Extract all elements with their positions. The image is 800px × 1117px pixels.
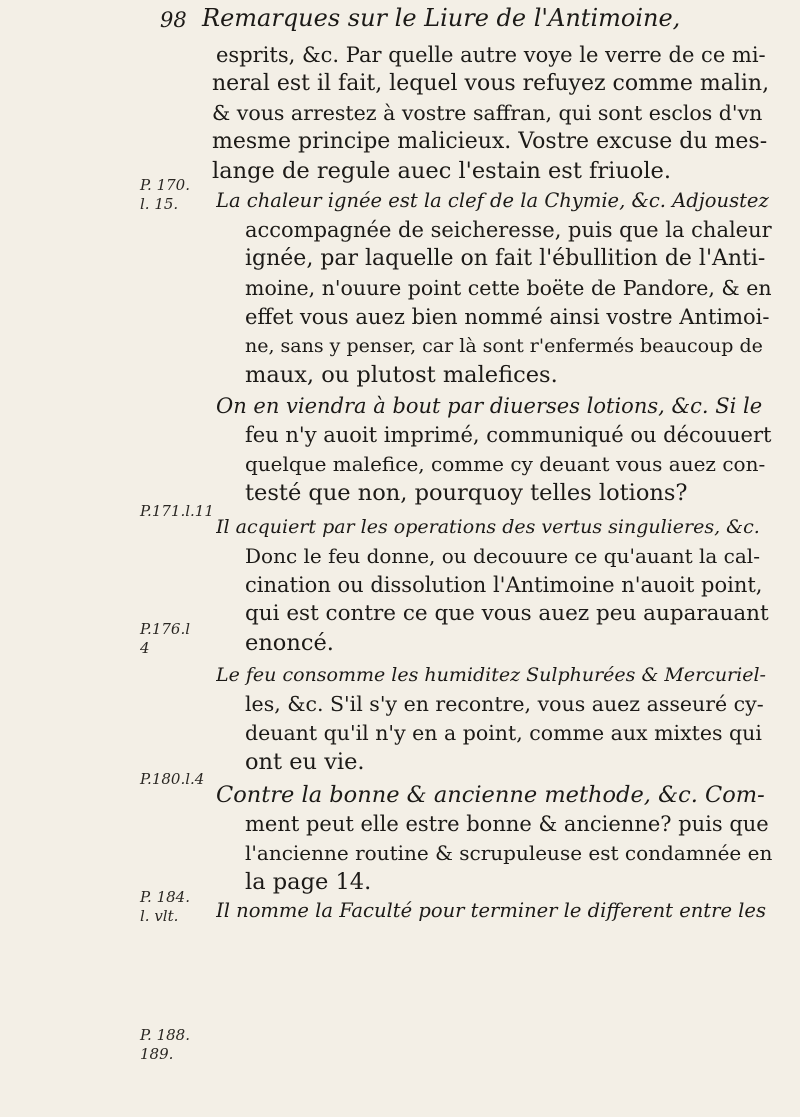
text-line: qui est contre ce que vous auez peu auparauant [245, 601, 769, 626]
text-line: Le feu consomme les humiditez Sulphurées & Mercuriel- [216, 664, 766, 686]
text-line: lange de regule auec l'estain est friuole. [212, 158, 672, 184]
margin-note: P.176.l 4 [140, 620, 191, 657]
margin-note: P. 184. l. vlt. [140, 888, 190, 925]
text-line: On en viendra à bout par diuerses lotions, &c. Si le [216, 394, 763, 418]
text-line: maux, ou plutost malefices. [245, 362, 558, 388]
text-line: cination ou dissolution l'Antimoine n'auoit point, [245, 573, 763, 597]
text-line: les, &c. S'il s'y en recontre, vous auez asseuré cy- [245, 692, 764, 716]
text-line: mesme principe malicieux. Vostre excuse du mes- [212, 129, 768, 154]
text-line: accompagnée de seicheresse, puis que la chaleur [245, 218, 772, 242]
text-line: testé que non, pourquoy telles lotions? [245, 480, 688, 506]
text-line: enoncé. [245, 630, 334, 656]
text-line: Il nomme la Faculté pour terminer le different entre les [216, 899, 766, 922]
margin-note: P. 170. l. 15. [140, 176, 190, 213]
text-line: ignée, par laquelle on fait l'ébullition de l'Anti- [245, 246, 766, 271]
text-line: effet vous auez bien nommé ainsi vostre Antimoi- [245, 305, 770, 329]
text-line: Donc le feu donne, ou decouure ce qu'auant la cal- [245, 544, 760, 568]
text-line: quelque malefice, comme cy deuant vous auez con- [245, 452, 766, 476]
text-line: Contre la bonne & ancienne methode, &c. Com- [216, 782, 765, 808]
text-line: neral est il fait, lequel vous refuyez comme malin, [212, 71, 770, 96]
text-line: ment peut elle estre bonne & ancienne? puis que [245, 812, 769, 836]
text-line: deuant qu'il n'y en a point, comme aux mixtes qui [245, 721, 762, 745]
margin-note: P.180.l.4 [140, 770, 205, 788]
text-line: La chaleur ignée est la clef de la Chymie, &c. Adjoustez [216, 189, 769, 212]
running-title: Remarques sur le Liure de l'Antimoine, [202, 4, 681, 32]
margin-note: P. 188. 189. [140, 1026, 190, 1063]
text-line: feu n'y auoit imprimé, communiqué ou découuert [245, 423, 772, 447]
text-line: l'ancienne routine & scrupuleuse est condamnée en [245, 841, 772, 865]
margin-note: P.171.l.11 [140, 502, 214, 520]
page-number: 98 [160, 8, 187, 32]
text-line: Il acquiert par les operations des vertus singulieres, &c. [216, 516, 760, 538]
text-line: esprits, &c. Par quelle autre voye le verre de ce mi- [216, 43, 766, 67]
text-line: & vous arrestez à vostre saffran, qui sont esclos d'vn [212, 101, 763, 125]
text-line: ont eu vie. [245, 749, 365, 775]
text-line: la page 14. [245, 869, 372, 895]
text-line: moine, n'ouure point cette boëte de Pandore, & en [245, 276, 772, 300]
text-line: ne, sans y penser, car là sont r'enfermés beaucoup de [245, 335, 763, 357]
